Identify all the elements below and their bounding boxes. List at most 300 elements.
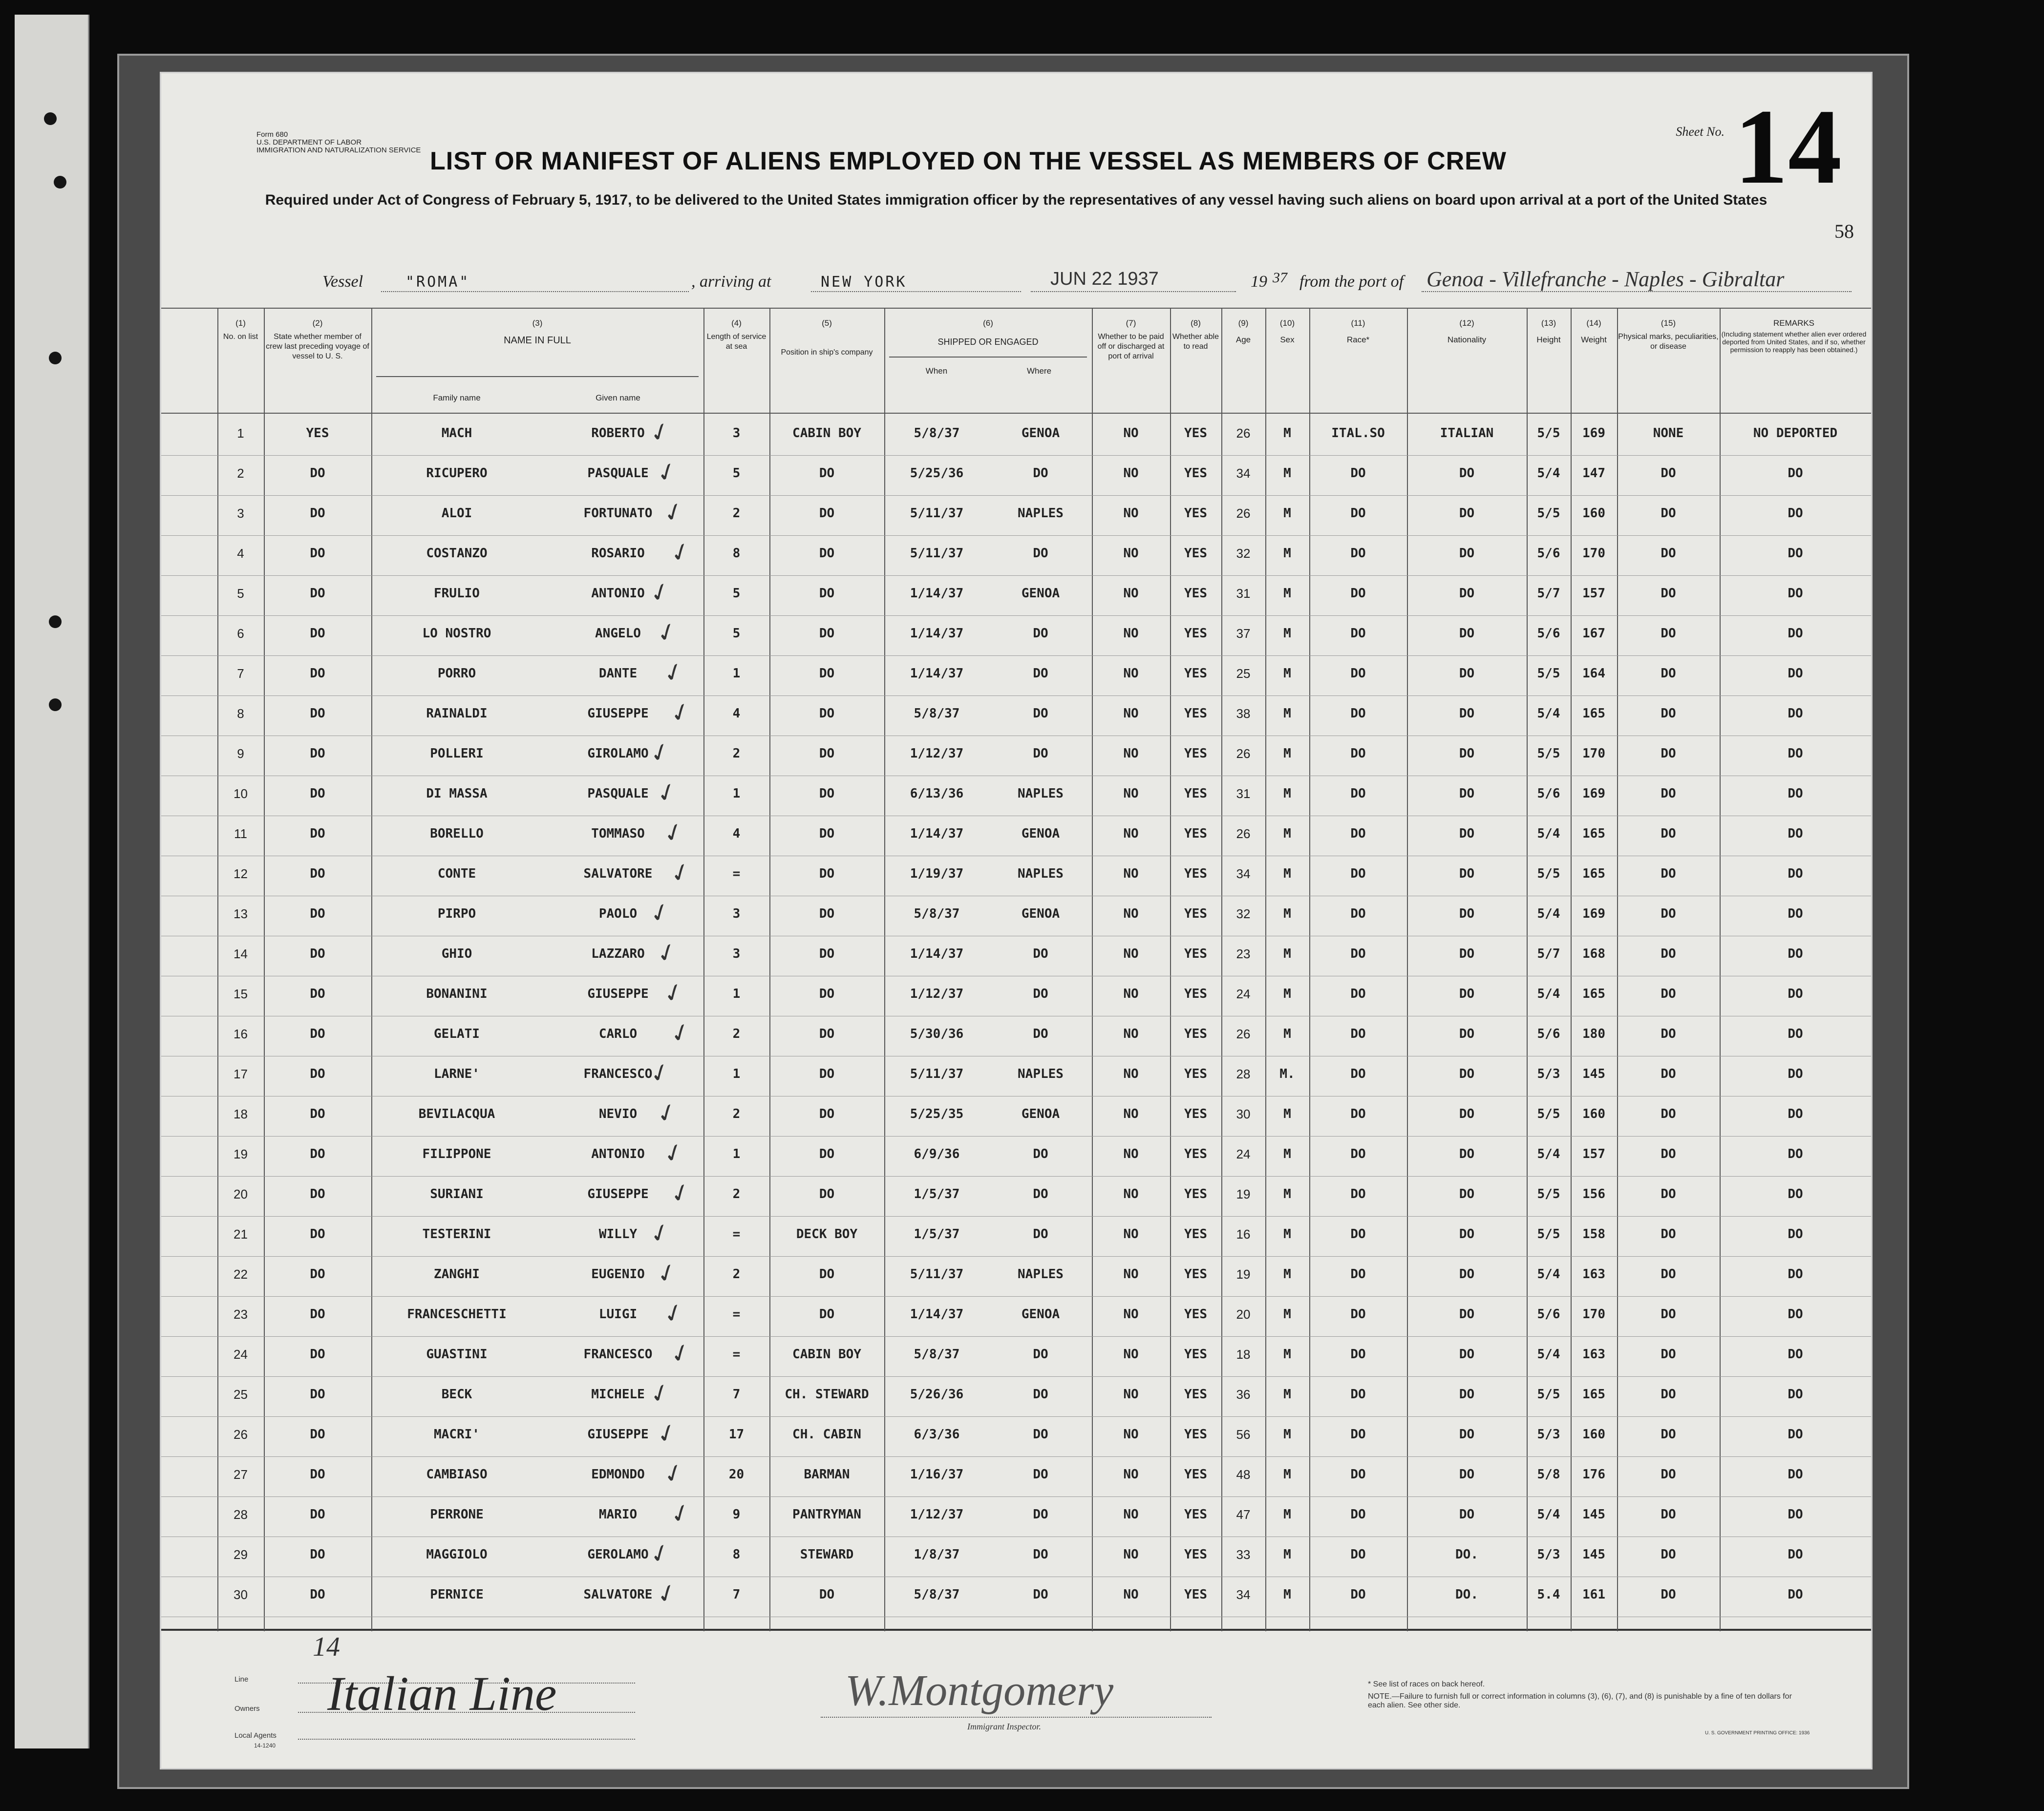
check-mark-icon: ✓ [652,1577,681,1610]
cell-family: DI MASSA [426,786,488,801]
cell-height: 5/4 [1537,1347,1560,1362]
cell-family: BONANINI [426,987,488,1001]
binder-hole [49,698,62,711]
cell-where: DO [1033,1467,1048,1482]
cell-weight: 176 [1582,1467,1605,1482]
sheet-number: 14 [1734,87,1842,206]
cell-remarks: DO [1788,947,1803,961]
cell-given: GIUSEPPE [587,1187,649,1201]
cell-position: DO [819,746,835,761]
cell-family: FRANCESCHETTI [407,1307,507,1322]
cell-service: 7 [732,1387,741,1402]
cell-marks: DO [1661,866,1676,881]
cell-read: YES [1184,1067,1207,1081]
cell-age: 34 [1236,1587,1251,1602]
cell-read: YES [1184,706,1207,721]
cell-position: DO [819,546,835,561]
cell-read: YES [1184,947,1207,961]
cell-no: 6 [237,626,244,641]
binder-hole [49,615,62,628]
cell-family: SURIANI [430,1187,484,1201]
cell-no: 12 [234,866,248,881]
cell-when: 1/16/37 [910,1467,964,1482]
cell-paid: NO [1123,746,1139,761]
cell-height: 5/7 [1537,586,1560,601]
cell-nat: DO [1459,1067,1475,1081]
cell-prev: DO [310,1267,325,1282]
cell-sex: M [1283,1147,1291,1161]
cell-paid: NO [1123,1427,1139,1442]
cell-race: DO [1350,1587,1366,1602]
cell-read: YES [1184,1147,1207,1161]
cell-remarks: DO [1788,466,1803,481]
cell-race: DO [1350,1147,1366,1161]
cell-marks: DO [1661,906,1676,921]
cell-no: 27 [234,1467,248,1482]
cell-weight: 170 [1582,546,1605,561]
table-row [161,1217,1871,1256]
binder-hole [54,176,66,189]
cell-race: DO [1350,1267,1366,1282]
cell-sex: M [1283,746,1291,761]
cell-marks: DO [1661,586,1676,601]
cell-family: GELATI [434,1027,480,1041]
cell-race: DO [1350,906,1366,921]
cell-marks: DO [1661,666,1676,681]
cell-nat: DO [1459,1427,1475,1442]
cell-given: MICHELE [591,1387,645,1402]
cell-height: 5/5 [1537,746,1560,761]
cell-given: ANTONIO [591,1147,645,1161]
cell-height: 5/5 [1537,506,1560,521]
table-row [161,1057,1871,1096]
cell-no: 28 [234,1507,248,1522]
cell-given: PASQUALE [587,786,649,801]
cell-age: 32 [1236,906,1251,921]
cell-sex: M [1283,466,1291,481]
cell-age: 56 [1236,1427,1251,1442]
cell-position: CH. STEWARD [785,1387,869,1402]
cell-family: FRULIO [434,586,480,601]
cell-marks: DO [1661,1187,1676,1201]
cell-position: CABIN BOY [792,1347,861,1362]
cell-service: 2 [732,746,741,761]
cell-race: DO [1350,826,1366,841]
cell-where: GENOA [1021,1307,1060,1322]
cell-position: DO [819,1587,835,1602]
cell-prev: DO [310,626,325,641]
cell-no: 14 [234,947,248,961]
cell-read: YES [1184,1427,1207,1442]
cell-service: = [732,1307,741,1322]
cell-height: 5/5 [1537,666,1560,681]
cell-race: DO [1350,1387,1366,1402]
cell-sex: M [1283,866,1291,881]
table-row [161,857,1871,896]
cell-height: 5/6 [1537,1307,1560,1322]
cell-read: YES [1184,1387,1207,1402]
cell-race: DO [1350,1427,1366,1442]
cell-where: DO [1033,706,1048,721]
cell-no: 10 [234,786,248,801]
cell-paid: NO [1123,1227,1139,1242]
cell-no: 18 [234,1107,248,1121]
inspector-signature: W.Montgomery [845,1666,1114,1715]
page-subtitle: Required under Act of Congress of February 5, 1917, to be delivered to the United States immigration officer by the representatives of any vessel having such aliens on board upon arrival at a port of the United States [265,192,1767,208]
cell-age: 26 [1236,826,1251,841]
cell-no: 7 [237,666,244,681]
check-mark-icon: ✓ [666,696,695,729]
cell-nat: DO [1459,906,1475,921]
cell-where: DO [1033,987,1048,1001]
table-row [161,1537,1871,1577]
cell-marks: NONE [1653,426,1684,441]
cell-paid: NO [1123,1547,1139,1562]
page-mark: 14 [313,1632,340,1662]
cell-remarks: DO [1788,1267,1803,1282]
cell-prev: DO [310,666,325,681]
cell-read: YES [1184,1347,1207,1362]
cell-height: 5/4 [1537,987,1560,1001]
cell-prev: DO [310,506,325,521]
page-number: 58 [1834,220,1854,242]
cell-remarks: DO [1788,746,1803,761]
manifest-sheet [161,73,1871,1768]
cell-sex: M [1283,426,1291,441]
cell-age: 32 [1236,546,1251,561]
cell-marks: DO [1661,1027,1676,1041]
cell-height: 5/4 [1537,706,1560,721]
cell-no: 13 [234,906,248,921]
cell-race: DO [1350,1107,1366,1121]
cell-nat: DO [1459,586,1475,601]
cell-height: 5/5 [1537,866,1560,881]
cell-family: FILIPPONE [422,1147,491,1161]
cell-marks: DO [1661,786,1676,801]
cell-where: DO [1033,1347,1048,1362]
cell-no: 23 [234,1307,248,1322]
cell-sex: M [1283,586,1291,601]
cell-weight: 160 [1582,1107,1605,1121]
cell-weight: 164 [1582,666,1605,681]
cell-when: 5/11/37 [910,1267,964,1282]
cell-service: 2 [732,1027,741,1041]
cell-sex: M [1283,1507,1291,1522]
cell-weight: 169 [1582,906,1605,921]
check-mark-icon: ✓ [652,616,681,649]
from-port-label: from the port of [1299,273,1404,291]
cell-sex: M [1283,546,1291,561]
cell-race: ITAL.SO [1331,426,1385,441]
cell-weight: 165 [1582,1387,1605,1402]
cell-height: 5/5 [1537,1107,1560,1121]
binder-strip [15,15,89,1748]
cell-read: YES [1184,987,1207,1001]
cell-when: 5/30/36 [910,1027,964,1041]
cell-where: NAPLES [1018,866,1064,881]
cell-given: DANTE [598,666,638,681]
cell-paid: NO [1123,426,1139,441]
inspector-label: Immigrant Inspector. [967,1722,1041,1731]
cell-height: 5/6 [1537,626,1560,641]
check-mark-icon: ✓ [652,456,681,489]
cell-weight: 156 [1582,1187,1605,1201]
cell-given: GIUSEPPE [587,1427,649,1442]
cell-position: DO [819,706,835,721]
when-header: When [925,366,948,376]
cell-family: COSTANZO [426,546,488,561]
cell-remarks: DO [1788,826,1803,841]
table-row [161,536,1871,575]
cell-age: 19 [1236,1267,1251,1282]
cell-position: DO [819,666,835,681]
cell-service: 4 [732,826,741,841]
cell-marks: DO [1661,1107,1676,1121]
cell-service: 5 [732,586,741,601]
cell-position: CH. CABIN [792,1427,861,1442]
agents-label: Local Agents [234,1731,277,1740]
cell-when: 5/8/37 [914,1347,960,1362]
check-mark-icon: ✓ [645,576,675,609]
cell-family: BEVILACQUA [418,1107,495,1121]
cell-marks: DO [1661,1147,1676,1161]
cell-when: 1/12/37 [910,987,964,1001]
cell-weight: 161 [1582,1587,1605,1602]
cell-read: YES [1184,586,1207,601]
cell-height: 5/3 [1537,1547,1560,1562]
cell-given: ROSARIO [591,546,645,561]
cell-prev: DO [310,987,325,1001]
cell-family: MAGGIOLO [426,1547,488,1562]
cell-where: DO [1033,466,1048,481]
cell-race: DO [1350,1027,1366,1041]
cell-read: YES [1184,1187,1207,1201]
check-mark-icon: ✓ [652,936,681,969]
cell-no: 25 [234,1387,248,1402]
cell-service: 5 [732,626,741,641]
cell-where: GENOA [1021,826,1060,841]
cell-service: 1 [732,987,741,1001]
col1-header: (1) No. on list [223,318,258,341]
cell-height: 5/4 [1537,1267,1560,1282]
cell-remarks: DO [1788,1507,1803,1522]
cell-paid: NO [1123,1467,1139,1482]
cell-age: 31 [1236,586,1251,601]
table-row [161,897,1871,936]
cell-no: 26 [234,1427,248,1442]
cell-height: 5/4 [1537,1507,1560,1522]
cell-height: 5/4 [1537,1147,1560,1161]
cell-race: DO [1350,626,1366,641]
cell-when: 5/11/37 [910,1067,964,1081]
cell-given: CARLO [598,1027,638,1041]
cell-nat: DO [1459,1307,1475,1322]
cell-age: 16 [1236,1227,1251,1242]
cell-race: DO [1350,586,1366,601]
cell-age: 47 [1236,1507,1251,1522]
cell-service: 2 [732,506,741,521]
cell-age: 48 [1236,1467,1251,1482]
cell-marks: DO [1661,746,1676,761]
col14-header: (14) Weight [1581,318,1607,344]
cell-remarks: DO [1788,546,1803,561]
cell-when: 1/5/37 [914,1227,960,1242]
col13-header: (13) Height [1536,318,1561,344]
cell-nat: DO [1459,626,1475,641]
races-note: * See list of races on back hereof. [1368,1680,1485,1688]
col5-header: (5) Position in ship's company [781,318,873,357]
check-mark-icon: ✓ [659,656,688,689]
cell-read: YES [1184,426,1207,441]
cell-sex: M [1283,706,1291,721]
cell-family: TESTERINI [422,1227,491,1242]
cell-remarks: DO [1788,1307,1803,1322]
cell-marks: DO [1661,987,1676,1001]
cell-sex: M [1283,626,1291,641]
cell-service: = [732,866,741,881]
cell-remarks: DO [1788,506,1803,521]
cell-remarks: DO [1788,1427,1803,1442]
cell-position: DO [819,947,835,961]
line-value: Italian Line [327,1666,557,1721]
cell-paid: NO [1123,1067,1139,1081]
col6-header: (6) SHIPPED OR ENGAGED [937,318,1039,347]
cell-height: 5/5 [1537,1387,1560,1402]
table-row [161,737,1871,776]
check-mark-icon: ✓ [659,496,688,529]
cell-where: NAPLES [1018,1267,1064,1282]
cell-sex: M [1283,1547,1291,1562]
cell-service: 3 [732,906,741,921]
cell-remarks: DO [1788,1347,1803,1362]
cell-given: GIUSEPPE [587,987,649,1001]
cell-when: 6/9/36 [914,1147,960,1161]
cell-paid: NO [1123,626,1139,641]
cell-marks: DO [1661,1587,1676,1602]
cell-service: 2 [732,1107,741,1121]
cell-nat: DO. [1455,1547,1478,1562]
check-mark-icon: ✓ [652,1257,681,1290]
cell-nat: DO [1459,506,1475,521]
cell-position: DO [819,1107,835,1121]
cell-sex: M [1283,1107,1291,1121]
cell-given: MARIO [598,1507,638,1522]
cell-where: DO [1033,1147,1048,1161]
cell-prev: DO [310,1587,325,1602]
cell-nat: DO [1459,866,1475,881]
cell-remarks: DO [1788,666,1803,681]
table-row [161,1497,1871,1537]
cell-when: 6/13/36 [910,786,964,801]
line-label: Line [234,1675,249,1684]
col12-header: (12) Nationality [1447,318,1487,344]
cell-read: YES [1184,666,1207,681]
cell-marks: DO [1661,1387,1676,1402]
cell-age: 31 [1236,786,1251,801]
given-name-header: Given name [596,393,640,402]
cell-weight: 165 [1582,826,1605,841]
cell-age: 36 [1236,1387,1251,1402]
check-mark-icon: ✓ [645,736,675,769]
cell-nat: DO [1459,1227,1475,1242]
cell-service: 5 [732,466,741,481]
cell-paid: NO [1123,586,1139,601]
cell-paid: NO [1123,666,1139,681]
table-row [161,1097,1871,1136]
cell-paid: NO [1123,1027,1139,1041]
cell-when: 5/26/36 [910,1387,964,1402]
cell-position: DO [819,1067,835,1081]
cell-service: 8 [732,546,741,561]
cell-remarks: DO [1788,1547,1803,1562]
cell-family: PERNICE [430,1587,484,1602]
cell-service: 7 [732,1587,741,1602]
cell-position: DO [819,826,835,841]
cell-prev: DO [310,1547,325,1562]
cell-where: DO [1033,746,1048,761]
cell-where: DO [1033,1587,1048,1602]
cell-sex: M [1283,666,1291,681]
cell-remarks: NO DEPORTED [1753,426,1838,441]
cell-age: 30 [1236,1107,1251,1121]
cell-prev: DO [310,826,325,841]
cell-nat: DO [1459,706,1475,721]
cell-when: 1/12/37 [910,1507,964,1522]
cell-service: 8 [732,1547,741,1562]
cell-family: CAMBIASO [426,1467,488,1482]
cell-race: DO [1350,706,1366,721]
cell-service: 2 [732,1187,741,1201]
cell-height: 5/6 [1537,546,1560,561]
cell-weight: 167 [1582,626,1605,641]
cell-paid: NO [1123,826,1139,841]
cell-position: DO [819,586,835,601]
gpo-imprint: U. S. GOVERNMENT PRINTING OFFICE: 1936 [1705,1730,1810,1736]
cell-sex: M [1283,1187,1291,1201]
cell-sex: M [1283,987,1291,1001]
cell-sex: M [1283,1387,1291,1402]
cell-family: BECK [441,1387,472,1402]
col8-header: (8) Whether able to read [1172,318,1219,351]
from-port-value: Genoa - Villefranche - Naples - Gibraltar [1427,267,1785,291]
cell-no: 8 [237,706,244,721]
check-mark-icon: ✓ [645,1217,675,1250]
cell-nat: DO [1459,987,1475,1001]
cell-no: 15 [234,987,248,1001]
cell-prev: DO [310,1147,325,1161]
cell-prev: DO [310,947,325,961]
cell-age: 26 [1236,746,1251,761]
cell-weight: 145 [1582,1067,1605,1081]
cell-read: YES [1184,506,1207,521]
cell-weight: 157 [1582,586,1605,601]
cell-paid: NO [1123,546,1139,561]
cell-weight: 169 [1582,426,1605,441]
remarks-header: REMARKS (Including statement whether alien ever ordered deported from United States, and if so, whether permission to reapply has been obtained.) [1721,318,1867,354]
cell-when: 1/19/37 [910,866,964,881]
cell-race: DO [1350,1227,1366,1242]
cell-where: DO [1033,1427,1048,1442]
cell-position: DO [819,1027,835,1041]
vessel-row [322,269,1861,298]
cell-read: YES [1184,786,1207,801]
cell-sex: M [1283,1267,1291,1282]
binder-hole [44,112,57,125]
cell-read: YES [1184,1467,1207,1482]
cell-prev: YES [306,426,329,441]
cell-where: GENOA [1021,1107,1060,1121]
cell-where: GENOA [1021,426,1060,441]
